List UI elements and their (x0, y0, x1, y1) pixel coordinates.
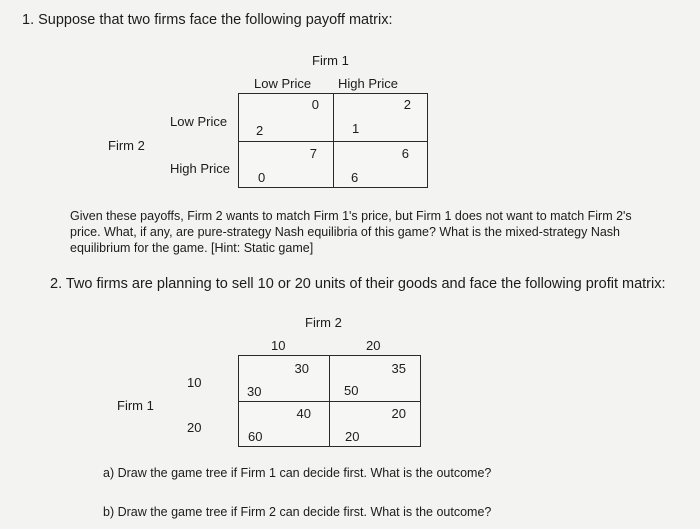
payoff-cell (238, 141, 334, 188)
row-player-label: Firm 2 (108, 138, 145, 153)
question-2-part-a: a) Draw the game tree if Firm 1 can decide first. What is the outcome? (103, 466, 492, 480)
payoff-cell (238, 355, 330, 402)
row-player-label: Firm 1 (117, 398, 154, 413)
column-player-payoff: 40 (296, 406, 311, 421)
question-2-part-b: b) Draw the game tree if Firm 2 can decide first. What is the outcome? (103, 505, 492, 519)
row-player-payoff: 6 (351, 170, 359, 185)
row-player-payoff: 30 (247, 384, 262, 399)
row-strategy-low-price: Low Price (170, 114, 228, 129)
column-player-payoff: 30 (294, 361, 309, 376)
column-player-payoff: 20 (391, 406, 406, 421)
column-strategy-20: 20 (366, 338, 381, 353)
question-1-paragraph: Given these payoffs, Firm 2 wants to match Firm 1's price, but Firm 1 does not want to match Firm 2's price. What, if any, are pure-strategy Nash equilibria of this game? What is the mixed-strategy Nash equilibrium for the game. [Hint: Static game] (70, 209, 632, 255)
payoff-cell (333, 93, 428, 142)
column-player-payoff: 2 (403, 97, 411, 112)
column-strategy-10: 10 (271, 338, 286, 353)
payoff-cell (238, 93, 334, 142)
row-player-payoff: 2 (256, 123, 264, 138)
row-strategy-20: 20 (187, 420, 202, 435)
column-player-label: Firm 1 (312, 53, 349, 68)
row-player-payoff: 20 (345, 429, 360, 444)
payoff-cell (329, 355, 421, 402)
column-player-payoff: 6 (401, 146, 409, 161)
row-player-payoff: 50 (344, 383, 359, 398)
column-strategy-low-price: Low Price (254, 76, 312, 91)
payoff-cell (238, 401, 330, 447)
row-strategy-high-price: High Price (170, 161, 230, 176)
row-player-payoff: 1 (352, 121, 360, 136)
column-strategy-high-price: High Price (338, 76, 398, 91)
row-player-payoff: 60 (248, 429, 263, 444)
row-strategy-10: 10 (187, 375, 202, 390)
question-2-title: 2. Two firms are planning to sell 10 or 20 units of their goods and face the following profit matrix: (50, 276, 666, 292)
column-player-payoff: 35 (391, 361, 406, 376)
column-player-payoff: 7 (309, 146, 317, 161)
payoff-cell (333, 141, 428, 188)
payoff-cell (329, 401, 421, 447)
row-player-payoff: 0 (258, 170, 266, 185)
column-player-payoff: 0 (311, 97, 319, 112)
question-1-title: 1. Suppose that two firms face the following payoff matrix: (22, 12, 393, 28)
column-player-label: Firm 2 (305, 315, 342, 330)
